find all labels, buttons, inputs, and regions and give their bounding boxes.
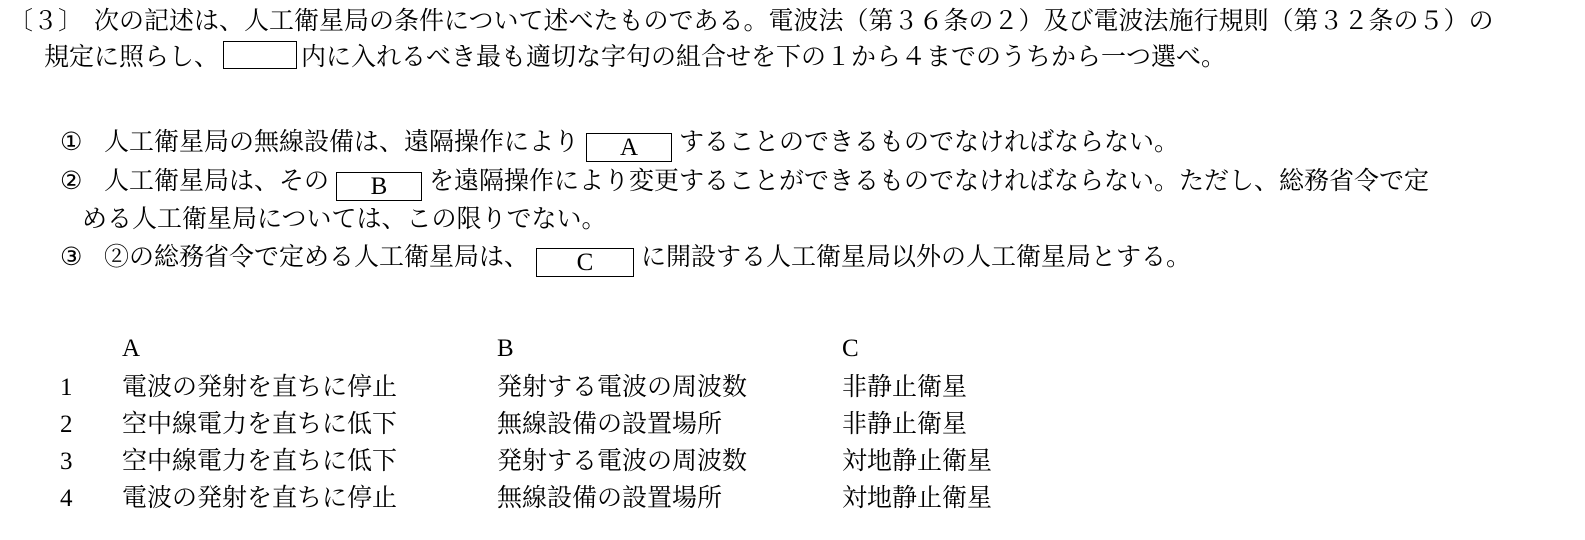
item-text-after: することのできるものでなければならない。 bbox=[679, 129, 1180, 156]
choice-b: 発射する電波の周波数 bbox=[497, 448, 748, 475]
item-text-after: に開設する人工衛星局以外の人工衛星局とする。 bbox=[641, 244, 1192, 271]
item-marker: ① bbox=[60, 129, 83, 156]
choice-c: 対地静止衛星 bbox=[842, 448, 993, 475]
list-item bbox=[60, 239, 1580, 277]
item-text-after: を遠隔操作により変更することができるものでなければならない。ただし、総務省令で定 bbox=[429, 168, 1430, 195]
table-header-row bbox=[60, 330, 1142, 369]
choice-number: 2 bbox=[60, 411, 73, 438]
choice-a: 電波の発射を直ちに停止 bbox=[122, 374, 398, 401]
item-text-before: 人工衛星局の無線設備は、遠隔操作により bbox=[104, 129, 580, 156]
table-row[interactable] bbox=[60, 443, 1142, 480]
choice-a: 電波の発射を直ちに停止 bbox=[122, 485, 398, 512]
choice-c: 非静止衛星 bbox=[842, 411, 968, 438]
header-a: A bbox=[122, 335, 141, 362]
choice-a: 空中線電力を直ちに低下 bbox=[122, 411, 398, 438]
question-items bbox=[60, 124, 1580, 278]
list-item bbox=[60, 124, 1580, 162]
answer-box-b: B bbox=[336, 172, 422, 201]
table-row[interactable] bbox=[60, 480, 1142, 517]
answer-box-c: C bbox=[536, 248, 634, 277]
item-marker: ② bbox=[60, 168, 83, 195]
choice-number: 4 bbox=[60, 485, 73, 512]
choice-b: 無線設備の設置場所 bbox=[497, 485, 723, 512]
item-marker: ③ bbox=[60, 244, 83, 271]
choice-c: 対地静止衛星 bbox=[842, 485, 993, 512]
choice-a: 空中線電力を直ちに低下 bbox=[122, 448, 398, 475]
item-line-1 bbox=[104, 239, 1580, 277]
question-number: 〔３〕 bbox=[8, 8, 84, 35]
list-item bbox=[60, 163, 1580, 238]
item-line-2: める人工衛星局については、この限りでない。 bbox=[82, 206, 607, 233]
lead-line-2-after: 内に入れるべき最も適切な字句の組合せを下の１から４までのうちから一つ選べ。 bbox=[301, 44, 1227, 71]
header-b: B bbox=[497, 335, 514, 362]
header-c: C bbox=[842, 335, 859, 362]
table-row[interactable] bbox=[60, 406, 1142, 443]
choice-number: 3 bbox=[60, 448, 73, 475]
blank-box bbox=[223, 41, 297, 69]
choice-number: 1 bbox=[60, 374, 73, 401]
header-no bbox=[60, 330, 122, 369]
lead-line-2 bbox=[44, 40, 1575, 76]
item-line-1 bbox=[104, 163, 1580, 201]
question-lead bbox=[44, 4, 1575, 76]
choice-b: 無線設備の設置場所 bbox=[497, 411, 723, 438]
choice-c: 非静止衛星 bbox=[842, 374, 968, 401]
lead-line-2-before: 規定に照らし、 bbox=[44, 44, 220, 71]
item-text-before: 人工衛星局は、その bbox=[104, 168, 330, 195]
answer-box-a: A bbox=[586, 133, 672, 162]
item-line-1 bbox=[104, 124, 1580, 162]
item-text-before: ②の総務省令で定める人工衛星局は、 bbox=[104, 244, 530, 271]
choice-b: 発射する電波の周波数 bbox=[497, 374, 748, 401]
lead-line-1: 次の記述は、人工衛星局の条件について述べたものである。電波法（第３６条の２）及び電波法施行規則（第３２条の５）の bbox=[94, 8, 1494, 35]
answer-choices-table bbox=[60, 330, 1142, 517]
table-row[interactable] bbox=[60, 369, 1142, 406]
